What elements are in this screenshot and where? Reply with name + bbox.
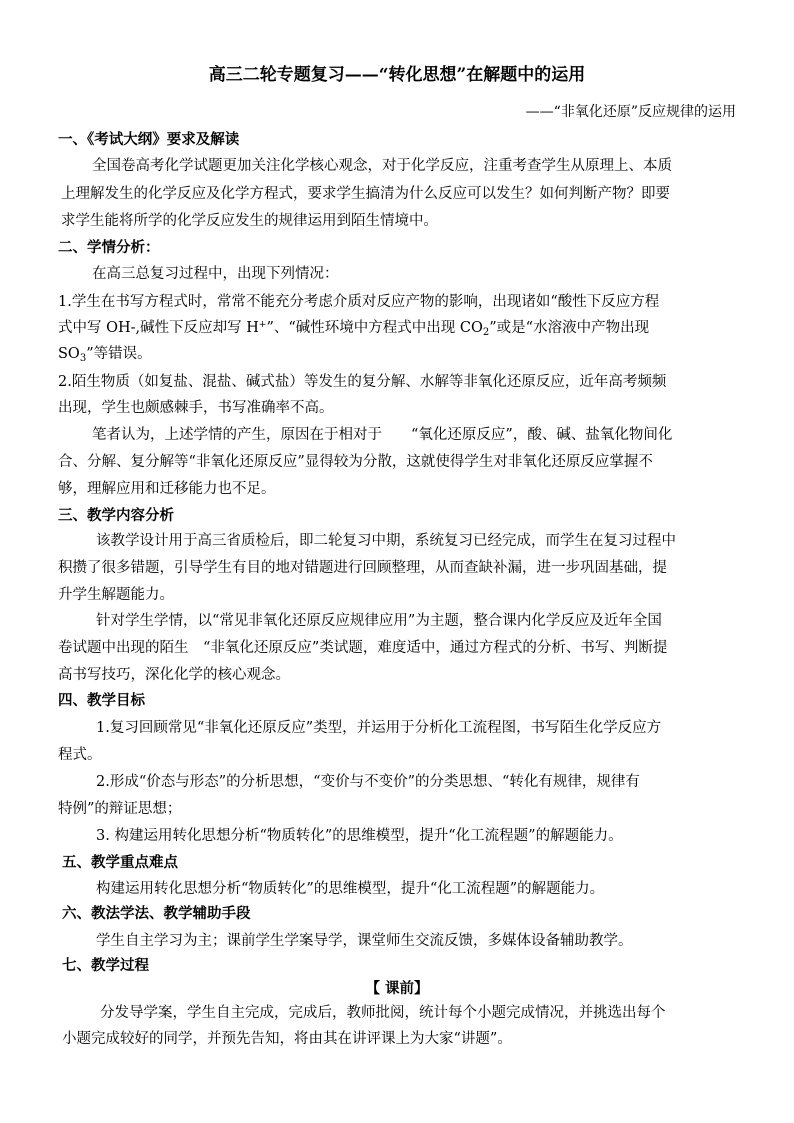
section-3-line: 升学生解题能力。 <box>58 587 174 603</box>
section-3-line: 积攒了很多错题，引导学生有目的地对错题进行回顾整理，从而查缺补漏，进一步巩固基础，提 <box>58 560 667 576</box>
section-4-line: 程式。 <box>58 747 102 763</box>
section-2-heading: 二、学情分析： <box>58 239 160 256</box>
section-3-line: 卷试题中出现的陌生 “非氧化还原反应”类试题，难度适中，通过方程式的分析、书写、判断提 <box>58 640 668 656</box>
section-3-line: 针对学生学情，以“常见非氧化还原反应规律应用”为主题，整合课内化学反应及近年全国 <box>96 613 662 629</box>
superscript: + <box>258 320 267 330</box>
section-4-line: 特例”的辩证思想； <box>58 801 182 817</box>
section-2-intro: 在高三总复习过程中，出现下列情况： <box>92 266 339 282</box>
section-7-subheading: 【 课前】 <box>365 980 429 997</box>
section-3-line: 高书写技巧，深化化学的核心观念。 <box>58 667 290 683</box>
section-4-line: 2.形成“价态与形态”的分析思想，“变价与不变价”的分类思想、“转化有规律，规律有 <box>96 774 640 790</box>
section-3-line: 该教学设计用于高三省质检后，即二轮复习中期，系统复习已经完成，而学生在复习过程中 <box>96 533 676 549</box>
section-2-line: 出现，学生也颇感棘手，书写准确率不高。 <box>58 400 334 416</box>
section-2-line: 笔者认为，上述学情的产生，原因在于相对于 “氧化还原反应”，酸、碱、盐氧化物间化 <box>92 427 673 443</box>
section-2-line-with-formula <box>58 319 649 337</box>
text-segment: SO <box>58 346 80 362</box>
section-7-line: 分发导学案，学生自主完成，完成后，教师批阅，统计每个小题完成情况，并挑选出每个 <box>100 1005 666 1021</box>
section-2-line: 合、分解、复分解等“非氧化还原反应”显得较为分散，这就使得学生对非氧化还原反应掌握不 <box>58 454 653 470</box>
section-6-line: 学生自主学习为主；课前学生学案导学，课堂师生交流反馈，多媒体设备辅助教学。 <box>96 933 633 949</box>
section-5-heading: 五、教学重点难点 <box>62 854 178 871</box>
section-1-line: 全国卷高考化学试题更加关注化学核心观念，对于化学反应，注重考查学生从原理上、本质 <box>92 158 672 174</box>
section-2-line-with-formula <box>58 345 152 363</box>
section-1-line: 上理解发生的化学反应及化学方程式，要求学生搞清为什么反应可以发生？如何判断产物？即要 <box>61 186 670 202</box>
section-5-line: 构建运用转化思想分析“物质转化”的思维模型，提升“化工流程题”的解题能力。 <box>96 881 605 897</box>
document-title: 高三二轮专题复习——“转化思想”在解题中的运用 <box>208 65 586 85</box>
document-subtitle: ——“非氧化还原”反应规律的运用 <box>525 104 736 120</box>
subscript: 3 <box>79 353 87 364</box>
text-segment: 式中写 OH-,碱性下反应却写 H <box>58 320 259 336</box>
section-1-line: 求学生能将所学的化学反应发生的规律运用到陌生情境中。 <box>61 213 438 229</box>
text-segment: ”或是“水溶液中产物出现 <box>489 320 650 336</box>
section-7-line: 小题完成较好的同学，并预先告知，将由其在讲评课上为大家“讲题”。 <box>62 1031 512 1047</box>
section-2-line: 够，理解应用和迁移能力也不足。 <box>58 481 276 497</box>
section-4-line: 1.复习回顾常见“非氧化还原反应”类型，并运用于分析化工流程图，书写陌生化学反应方 <box>96 720 662 736</box>
section-2-line: 2.陌生物质（如复盐、混盐、碱式盐）等发生的复分解、水解等非氧化还原反应，近年高考频频 <box>58 374 667 390</box>
section-6-heading: 六、教法学法、教学辅助手段 <box>62 905 251 922</box>
section-2-line: 1.学生在书写方程式时，常常不能充分考虑介质对反应产物的影响，出现诸如“酸性下反应方程 <box>58 294 660 310</box>
section-7-heading: 七、教学过程 <box>62 957 149 974</box>
section-4-line: 3. 构建运用转化思想分析“物质转化”的思维模型，提升“化工流程题”的解题能力。 <box>96 828 623 844</box>
text-segment: ”等错误。 <box>86 346 152 362</box>
section-1-heading: 一、《考试大纲》要求及解读 <box>58 131 240 148</box>
section-3-heading: 三、教学内容分析 <box>58 507 174 524</box>
text-segment: ”、“碱性环境中方程式中出现 CO <box>266 320 483 336</box>
subscript: 2 <box>482 327 490 338</box>
section-4-heading: 四、教学目标 <box>58 692 145 709</box>
